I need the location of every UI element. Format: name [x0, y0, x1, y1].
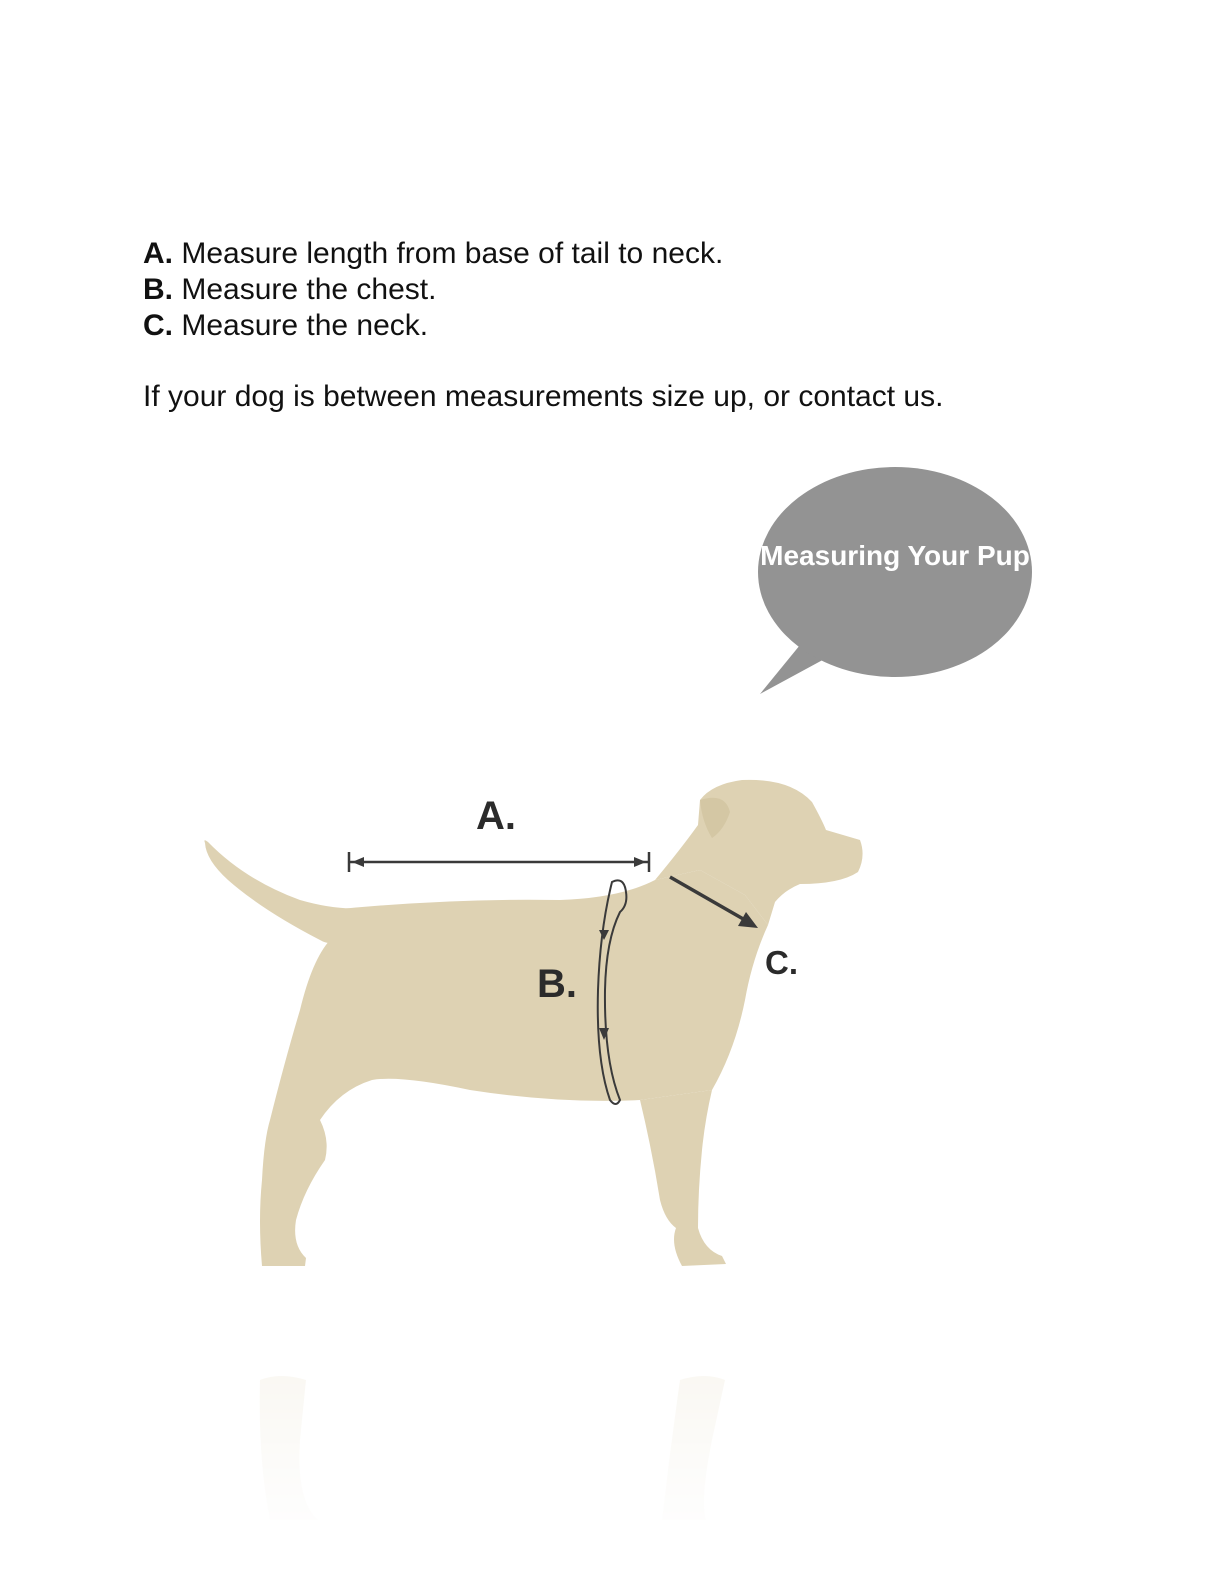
dog-silhouette	[204, 780, 862, 1266]
dog-reflection	[240, 1370, 760, 1540]
speech-bubble	[758, 467, 1032, 694]
label-b: B.	[537, 962, 577, 1006]
step-text: Measure the neck.	[173, 309, 429, 342]
label-a: A.	[476, 794, 516, 838]
label-c: C.	[765, 944, 798, 981]
measurement-a-line	[349, 852, 649, 872]
step-key: C.	[143, 309, 173, 342]
sizing-note: If your dog is between measurements size up, or contact us.	[143, 380, 944, 413]
step-key: B.	[143, 273, 173, 306]
bubble-title: Measuring Your Pup	[760, 540, 1030, 571]
step-text: Measure the chest.	[173, 273, 437, 306]
step-text: Measure length from base of tail to neck.	[173, 237, 724, 270]
step-key: A.	[143, 237, 173, 270]
